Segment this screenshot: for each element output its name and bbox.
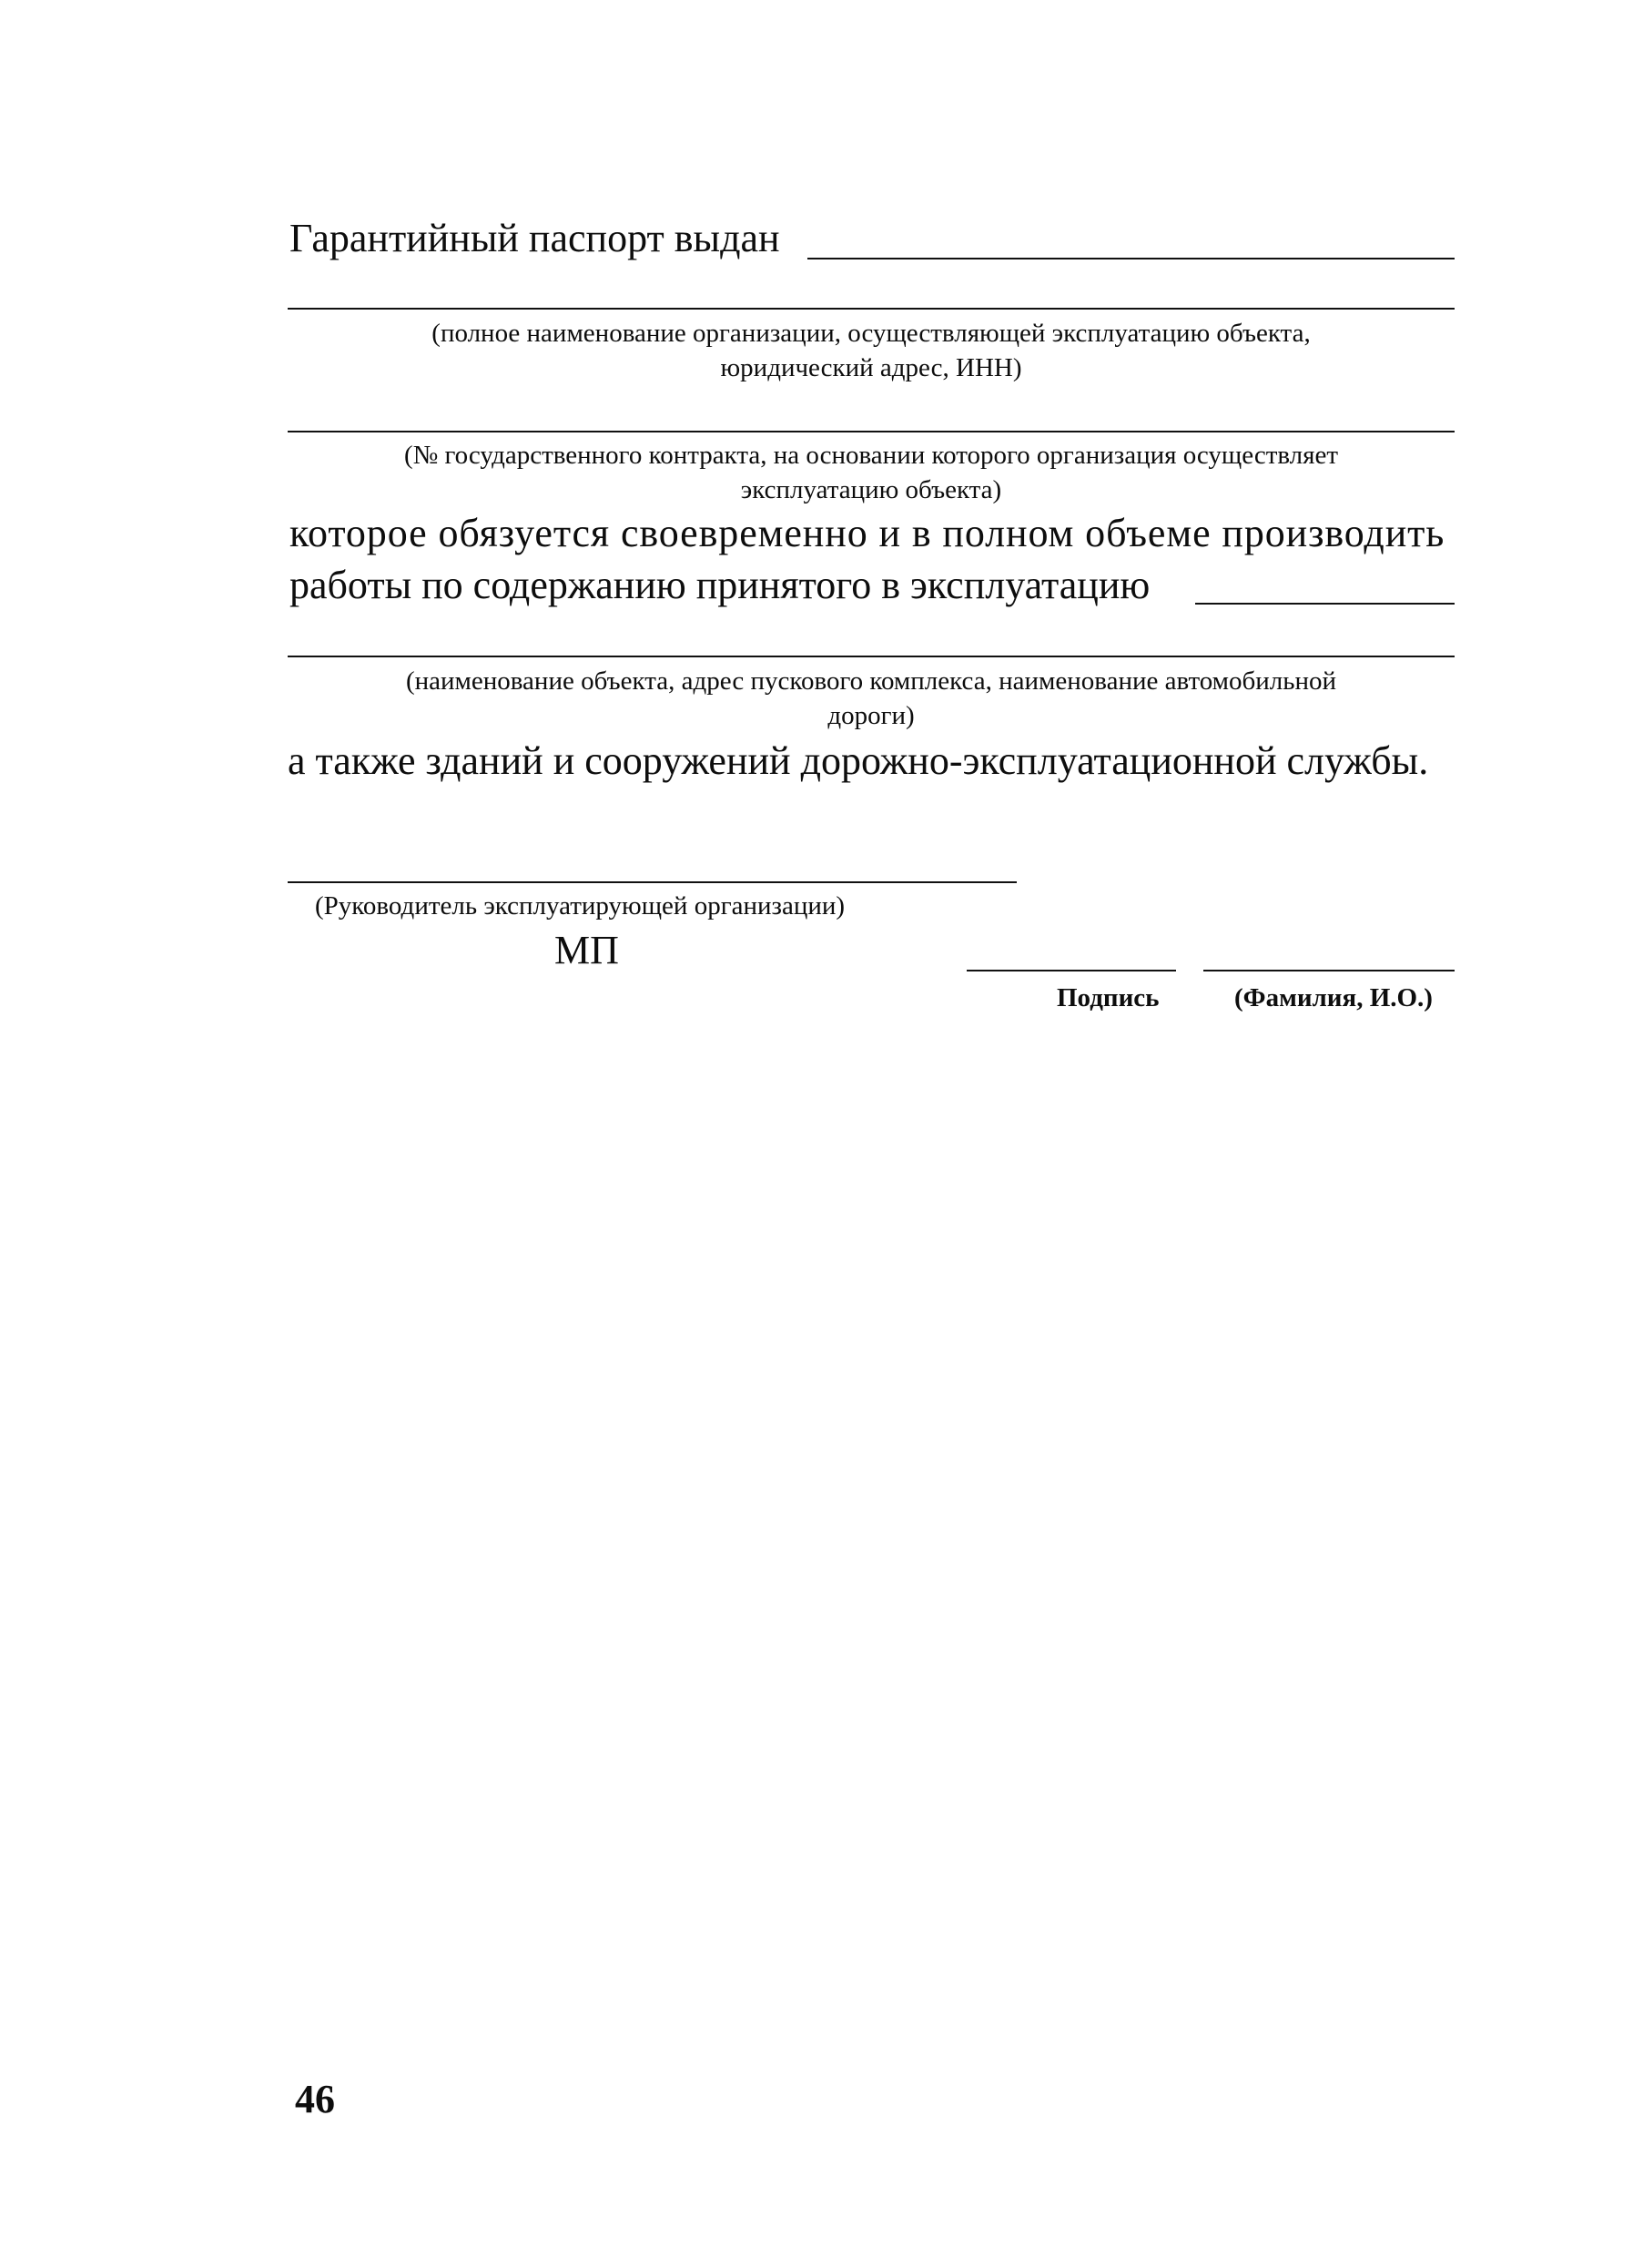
page-number: 46 <box>295 2077 335 2121</box>
organization-blank[interactable] <box>288 308 1455 310</box>
organization-caption-line1: (полное наименование организации, осуществляющей эксплуатацию объекта, <box>431 319 1311 348</box>
name-blank[interactable] <box>1203 970 1455 971</box>
buildings-line: а также зданий и сооружений дорожно-эксплуатационной службы. <box>288 738 1429 783</box>
issued-to-blank[interactable] <box>807 258 1455 259</box>
contract-caption-line2: эксплуатацию объекта) <box>740 475 1002 504</box>
stamp-label: МП <box>554 928 619 972</box>
signature-label: Подпись <box>1057 983 1160 1012</box>
object-caption-line1: (наименование объекта, адрес пускового комплекса, наименование автомобильной <box>405 666 1337 696</box>
object-blank[interactable] <box>288 656 1455 657</box>
obligation-line1: которое обязуется своевременно и в полном объеме производить <box>289 511 1445 555</box>
head-blank[interactable] <box>288 881 1017 883</box>
head-caption: (Руководитель эксплуатирующей организации) <box>315 891 846 920</box>
contract-caption <box>288 438 1455 507</box>
name-label: (Фамилия, И.О.) <box>1234 983 1433 1012</box>
signature-blank[interactable] <box>967 970 1176 971</box>
issued-label: Гарантийный паспорт выдан <box>289 216 780 260</box>
contract-caption-line1: (№ государственного контракта, на основании которого организация осуществляет <box>403 441 1339 470</box>
obligation-line2: работы по содержанию принятого в эксплуатацию <box>289 563 1151 607</box>
contract-blank[interactable] <box>288 431 1455 432</box>
object-inline-blank[interactable] <box>1195 603 1455 605</box>
organization-caption <box>288 316 1455 385</box>
object-caption-line2: дороги) <box>827 701 915 730</box>
organization-caption-line2: юридический адрес, ИНН) <box>720 353 1022 382</box>
object-caption <box>288 664 1455 733</box>
